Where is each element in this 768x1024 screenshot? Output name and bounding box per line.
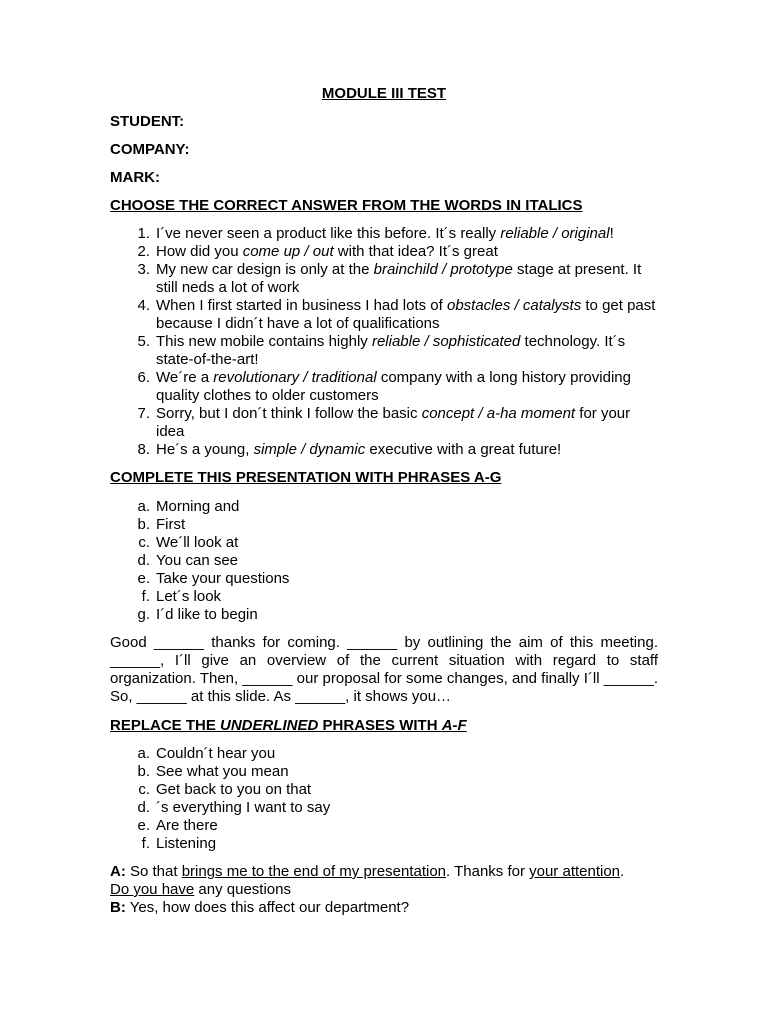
item-number: 6.: [137, 369, 150, 386]
item-number: 2.: [137, 243, 150, 260]
underlined-phrase: brings me to the end of my presentation: [181, 863, 447, 880]
underlined-phrase: your attention: [529, 863, 621, 880]
dialogue-text: .: [620, 863, 625, 880]
item-text-end: stage at present. It still neds a lot of work: [156, 261, 642, 296]
dialogue-b: [110, 899, 658, 917]
speaker-b: B:: [110, 899, 126, 916]
item-letter: g.: [137, 606, 150, 623]
list-item: [110, 261, 658, 297]
item-letter: c.: [138, 781, 150, 798]
list-item: [110, 441, 658, 459]
dialogue-text: . Thanks for: [446, 863, 530, 880]
item-text: First: [156, 516, 186, 533]
item-text-end: technology. It´s state-of-the-art!: [156, 333, 626, 368]
heading-italic: UNDERLINED: [220, 717, 319, 734]
speaker-a: A:: [110, 863, 126, 880]
item-letter: d.: [137, 552, 150, 569]
list-item: [110, 369, 658, 405]
item-text: See what you mean: [156, 763, 289, 780]
item-text-end: company with a long history providing quality clothes to older customers: [156, 369, 631, 404]
underlined-phrase: Do you have: [110, 881, 195, 898]
list-item: [110, 405, 658, 441]
item-text: We´re a: [156, 369, 214, 386]
item-choices: brainchild / prototype: [373, 261, 513, 278]
item-choices: simple / dynamic: [253, 441, 366, 458]
page-title: MODULE III TEST: [321, 85, 447, 102]
item-number: 7.: [137, 405, 150, 422]
presentation-paragraph: Good ______ thanks for coming. ______ by outlining the aim of this meeting. ______, I´ll give an overview of the current situation with regard to staff organization. Then, ______ our proposal for some changes, and finally I´ll ______. So, ______ at this slide. As ______, it shows you…: [110, 634, 658, 705]
heading-part: REPLACE THE: [110, 717, 221, 734]
section1-heading: CHOOSE THE CORRECT ANSWER FROM THE WORDS IN ITALICS: [110, 197, 583, 214]
item-letter: a.: [137, 745, 150, 762]
list-item: [110, 243, 658, 261]
list-item: [110, 552, 658, 570]
dialogue-a: [110, 863, 658, 899]
item-number: 3.: [137, 261, 150, 278]
item-number: 4.: [137, 297, 150, 314]
item-text: Listening: [156, 835, 217, 852]
item-letter: a.: [137, 498, 150, 515]
list-item: [110, 570, 658, 588]
item-letter: b.: [137, 763, 150, 780]
item-text: When I first started in business I had lots of: [156, 297, 447, 314]
list-item: [110, 763, 658, 781]
item-letter: b.: [137, 516, 150, 533]
item-letter: e.: [137, 817, 150, 834]
section2-heading: COMPLETE THIS PRESENTATION WITH PHRASES A-G: [110, 469, 502, 486]
item-choices: revolutionary / traditional: [213, 369, 377, 386]
item-text: He´s a young,: [156, 441, 254, 458]
heading-part: PHRASES WITH: [318, 717, 442, 734]
item-text: You can see: [156, 552, 239, 569]
company-label: COMPANY:: [110, 141, 190, 158]
dialogue-text: So that: [125, 863, 182, 880]
list-item: [110, 745, 658, 763]
section1-list: [110, 225, 658, 459]
mark-label: MARK:: [110, 169, 160, 186]
item-letter: f.: [141, 588, 150, 605]
item-text: Are there: [156, 817, 218, 834]
item-text-end: !: [609, 225, 614, 242]
item-text: Get back to you on that: [156, 781, 312, 798]
list-item: [110, 534, 658, 552]
item-letter: f.: [141, 835, 150, 852]
item-text: I´d like to begin: [156, 606, 258, 623]
item-text: Sorry, but I don´t think I follow the basic: [156, 405, 422, 422]
list-item: [110, 588, 658, 606]
item-text: How did you: [156, 243, 243, 260]
item-letter: c.: [138, 534, 150, 551]
item-number: 1.: [137, 225, 150, 242]
dialogue-text: Yes, how does this affect our department?: [125, 899, 410, 916]
list-item: [110, 516, 658, 534]
section3-heading: [110, 717, 467, 735]
heading-italic: A-F: [441, 717, 467, 734]
list-item: [110, 817, 658, 835]
item-text: Let´s look: [156, 588, 222, 605]
item-text: My new car design is only at the: [156, 261, 374, 278]
list-item: [110, 333, 658, 369]
list-item: [110, 799, 658, 817]
list-item: [110, 498, 658, 516]
item-text: ´s everything I want to say: [156, 799, 331, 816]
item-choices: obstacles / catalysts: [446, 297, 582, 314]
list-item: [110, 835, 658, 853]
item-text-end: to get past because I didn´t have a lot of qualifications: [156, 297, 656, 332]
item-text: Couldn´t hear you: [156, 745, 276, 762]
student-label: STUDENT:: [110, 113, 185, 130]
section2-list: [110, 498, 658, 624]
item-text-end: for your idea: [156, 405, 631, 440]
item-letter: d.: [137, 799, 150, 816]
item-text: Morning and: [156, 498, 240, 515]
item-choices: reliable / sophisticated: [371, 333, 521, 350]
item-text-end: executive with a great future!: [365, 441, 562, 458]
item-text: Take your questions: [156, 570, 290, 587]
item-text: This new mobile contains highly: [156, 333, 372, 350]
list-item: [110, 225, 658, 243]
item-choices: come up / out: [242, 243, 334, 260]
list-item: [110, 606, 658, 624]
item-number: 8.: [137, 441, 150, 458]
section3-list: [110, 745, 658, 853]
list-item: [110, 781, 658, 799]
list-item: [110, 297, 658, 333]
item-text-end: with that idea? It´s great: [333, 243, 498, 260]
dialogue-text: any questions: [194, 881, 291, 898]
item-letter: e.: [137, 570, 150, 587]
item-choices: reliable / original: [500, 225, 610, 242]
item-number: 5.: [137, 333, 150, 350]
item-text: We´ll look at: [156, 534, 239, 551]
item-text: I´ve never seen a product like this before. It´s really: [156, 225, 501, 242]
item-choices: concept / a-ha moment: [421, 405, 576, 422]
